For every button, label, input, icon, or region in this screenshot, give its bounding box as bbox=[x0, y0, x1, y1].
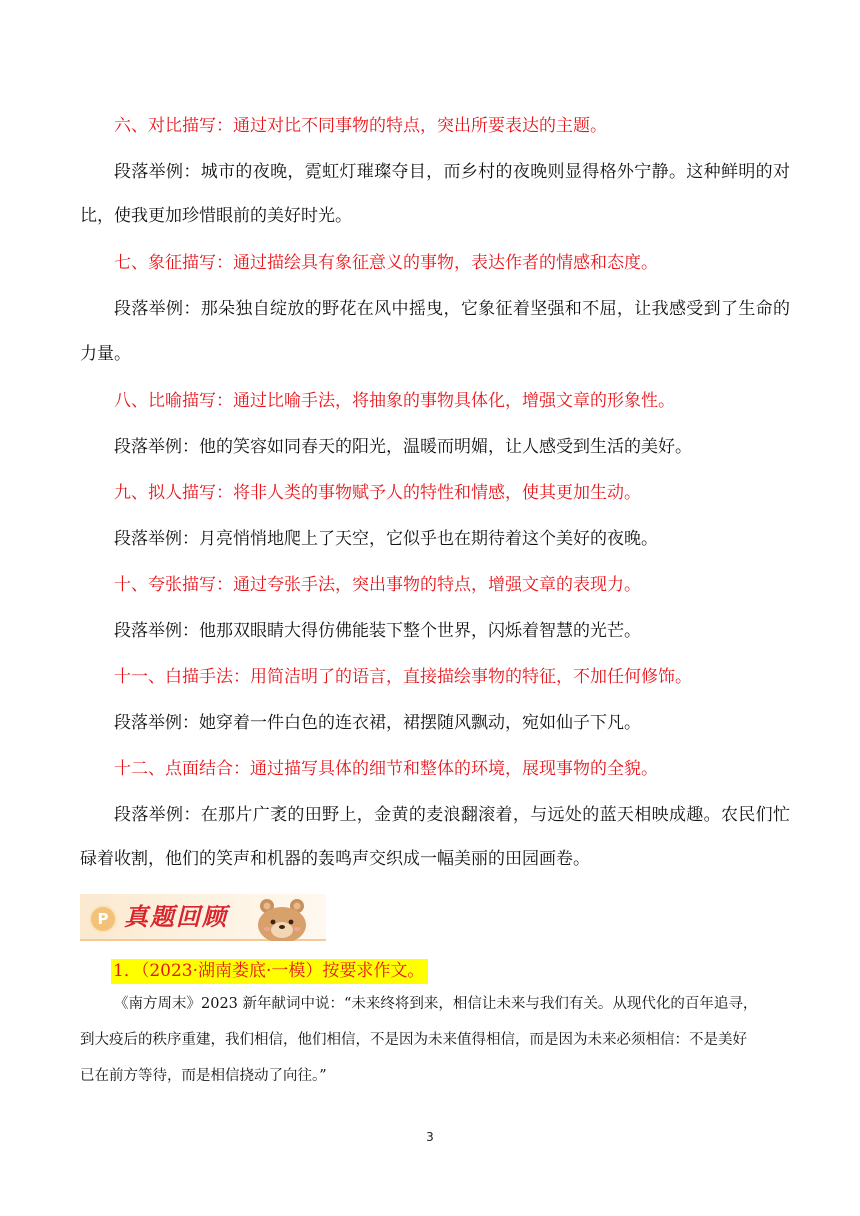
section-heading-metaphor: 八、比喻描写：通过比喻手法，将抽象的事物具体化，增强文章的形象性。 bbox=[114, 391, 675, 411]
section-heading-symbolism: 七、象征描写：通过描绘具有象征意义的事物，表达作者的情感和态度。 bbox=[114, 253, 658, 273]
question-title: 1．（2023·湖南娄底·一模）按要求作文。 bbox=[111, 959, 428, 984]
section-heading-exaggeration: 十、夸张描写：通过夸张手法，突出事物的特点，增强文章的表现力。 bbox=[114, 575, 641, 595]
section-heading-personification: 九、拟人描写：将非人类的事物赋予人的特性和情感，使其更加生动。 bbox=[114, 483, 641, 503]
section-heading-point-and-area: 十二、点面结合：通过描写具体的细节和整体的环境，展现事物的全貌。 bbox=[114, 759, 658, 779]
paragraph-example-line: 碌着收割，他们的笑声和机器的轰鸣声交织成一幅美丽的田园画卷。 bbox=[80, 849, 590, 869]
p-badge-icon: P bbox=[89, 905, 117, 933]
paragraph-example-line: 段落举例：那朵独自绽放的野花在风中摇曳，它象征着坚强和不屈，让我感受到了生命的 bbox=[114, 299, 790, 319]
question-text-line: 《南方周末》2023 新年献词中说：“未来终将到来，相信让未来与我们有关。从现代化的百年追寻， bbox=[114, 996, 758, 1012]
paragraph-example-line: 段落举例：在那片广袤的田野上，金黄的麦浪翻滚着，与远处的蓝天相映成趣。农民们忙 bbox=[114, 805, 790, 825]
paragraph-example-line: 力量。 bbox=[80, 344, 131, 364]
paragraph-example-line: 段落举例：他的笑容如同春天的阳光，温暖而明媚，让人感受到生活的美好。 bbox=[114, 437, 692, 457]
section-heading-contrast: 六、对比描写：通过对比不同事物的特点，突出所要表达的主题。 bbox=[114, 116, 607, 136]
paragraph-example-line: 段落举例：城市的夜晚，霓虹灯璀璨夺目，而乡村的夜晚则显得格外宁静。这种鲜明的对 bbox=[114, 162, 790, 182]
paragraph-example-line: 段落举例：月亮悄悄地爬上了天空，它似乎也在期待着这个美好的夜晚。 bbox=[114, 529, 658, 549]
paragraph-example-line: 段落举例：她穿着一件白色的连衣裙，裙摆随风飘动，宛如仙子下凡。 bbox=[114, 713, 641, 733]
question-text-line: 已在前方等待，而是相信挠动了向往。” bbox=[80, 1068, 327, 1084]
banner-title: 真题回顾 bbox=[124, 903, 228, 931]
page-number: 3 bbox=[426, 1130, 434, 1144]
question-text-line: 到大疫后的秩序重建，我们相信，他们相信，不是因为未来值得相信，而是因为未来必须相信：不是美好 bbox=[80, 1032, 747, 1048]
section-heading-line-drawing: 十一、白描手法：用简洁明了的语言，直接描绘事物的特征，不加任何修饰。 bbox=[114, 667, 692, 687]
paragraph-example-line: 比，使我更加珍惜眼前的美好时光。 bbox=[80, 206, 352, 226]
paragraph-example-line: 段落举例：他那双眼睛大得仿佛能装下整个世界，闪烁着智慧的光芒。 bbox=[114, 621, 641, 641]
bear-mascot-icon bbox=[250, 897, 314, 941]
